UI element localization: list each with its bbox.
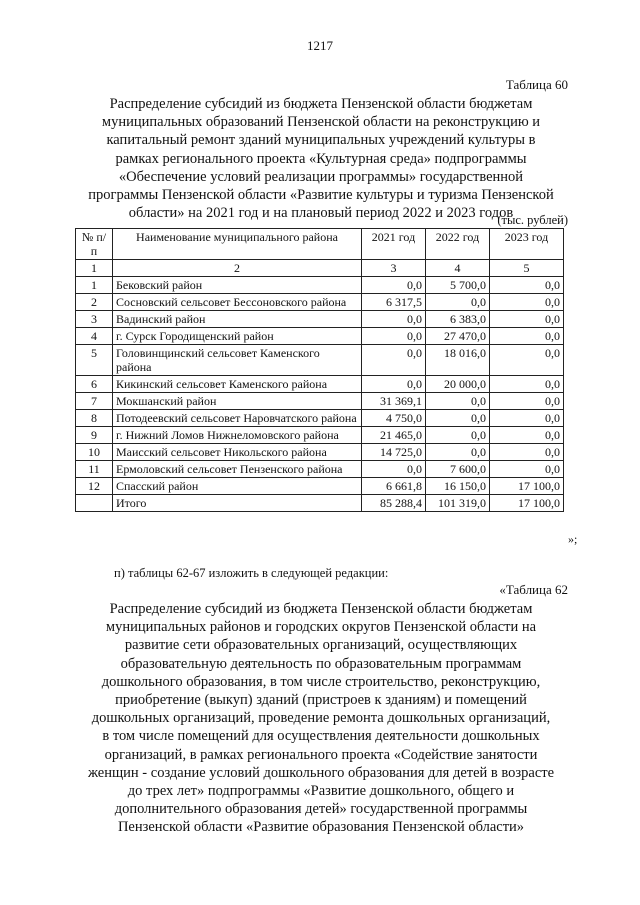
title-line: до трех лет» подпрограммы «Развитие дошкольного, общего и <box>127 783 515 800</box>
district-name-cell: Ермоловский сельсовет Пензенского района <box>113 461 362 478</box>
value-2022-cell: 0,0 <box>426 410 490 427</box>
index-cell: 2 <box>113 260 362 277</box>
title-line: капитальный ремонт зданий муниципальных учреждений культуры в <box>106 132 536 149</box>
value-2021-cell: 0,0 <box>362 328 426 345</box>
row-number-cell: 10 <box>76 444 113 461</box>
header-cell-name: Наименование муниципального района <box>113 229 362 260</box>
value-2023-cell: 17 100,0 <box>490 478 564 495</box>
table-row <box>76 410 564 427</box>
table-row <box>76 345 564 376</box>
value-2022-cell: 16 150,0 <box>426 478 490 495</box>
row-number-cell: 6 <box>76 376 113 393</box>
value-2021-cell: 0,0 <box>362 345 426 376</box>
amendment-note: п) таблицы 62-67 изложить в следующей редакции: <box>114 566 389 580</box>
value-2021-cell: 14 725,0 <box>362 444 426 461</box>
value-2022-cell: 0,0 <box>426 444 490 461</box>
table-row <box>76 328 564 345</box>
value-2021-cell: 0,0 <box>362 311 426 328</box>
row-number-cell: 4 <box>76 328 113 345</box>
value-2023-cell: 0,0 <box>490 410 564 427</box>
title-line: дошкольного образования, в том числе строительство, реконструкцию, <box>101 673 541 690</box>
table-row <box>76 277 564 294</box>
district-name-cell: Итого <box>113 495 362 512</box>
value-2022-cell: 27 470,0 <box>426 328 490 345</box>
index-cell: 3 <box>362 260 426 277</box>
table-row <box>76 311 564 328</box>
value-2022-cell: 0,0 <box>426 294 490 311</box>
row-number-cell: 5 <box>76 345 113 376</box>
district-name-cell: Вадинский район <box>113 311 362 328</box>
table-title <box>78 95 564 222</box>
district-name-cell: г. Сурск Городищенский район <box>113 328 362 345</box>
row-number-cell: 11 <box>76 461 113 478</box>
value-2022-cell: 101 319,0 <box>426 495 490 512</box>
value-2023-cell: 0,0 <box>490 328 564 345</box>
value-2023-cell: 0,0 <box>490 393 564 410</box>
title-line: муниципальных образований Пензенской области на реконструкцию и <box>101 114 541 131</box>
title-line: программы Пензенской области «Развитие культуры и туризма Пензенской <box>88 187 554 204</box>
value-2023-cell: 0,0 <box>490 311 564 328</box>
value-2022-cell: 0,0 <box>426 393 490 410</box>
value-2021-cell: 4 750,0 <box>362 410 426 427</box>
table-index-row <box>76 260 564 277</box>
table-row <box>76 444 564 461</box>
value-2022-cell: 20 000,0 <box>426 376 490 393</box>
value-2021-cell: 0,0 <box>362 277 426 294</box>
table-label: Таблица 60 <box>505 77 568 92</box>
index-cell: 1 <box>76 260 113 277</box>
value-2022-cell: 18 016,0 <box>426 345 490 376</box>
table-row <box>76 376 564 393</box>
title-line: женщин - создание условий дошкольного образования для детей в возрасте <box>87 764 555 781</box>
value-2023-cell: 0,0 <box>490 345 564 376</box>
table-row <box>76 461 564 478</box>
value-2021-cell: 21 465,0 <box>362 427 426 444</box>
row-number-cell: 2 <box>76 294 113 311</box>
value-2023-cell: 0,0 <box>490 444 564 461</box>
row-number-cell: 12 <box>76 478 113 495</box>
title-line: приобретение (выкуп) зданий (пристроев к зданиям) и помещений <box>115 692 527 709</box>
title-line: муниципальных районов и городских округов Пензенской области на <box>105 619 537 636</box>
page-number: 1217 <box>307 38 333 53</box>
table-row <box>76 427 564 444</box>
value-2022-cell: 7 600,0 <box>426 461 490 478</box>
value-2022-cell: 5 700,0 <box>426 277 490 294</box>
district-name-cell: Бековский район <box>113 277 362 294</box>
district-name-cell: г. Нижний Ломов Нижнеломовского района <box>113 427 362 444</box>
value-2023-cell: 0,0 <box>490 376 564 393</box>
index-cell: 4 <box>426 260 490 277</box>
table-total-row <box>76 495 564 512</box>
district-name-cell: Мокшанский район <box>113 393 362 410</box>
table-62-label: «Таблица 62 <box>499 582 568 597</box>
district-name-cell: Маисский сельсовет Никольского района <box>113 444 362 461</box>
row-number-cell: 8 <box>76 410 113 427</box>
value-2021-cell: 0,0 <box>362 376 426 393</box>
value-2021-cell: 85 288,4 <box>362 495 426 512</box>
title-line: рамках регионального проекта «Культурная среда» подпрограммы <box>115 150 527 167</box>
subsidy-table <box>75 228 564 512</box>
title-line: организаций, в рамках регионального проекта «Содействие занятости <box>104 746 538 763</box>
index-cell: 5 <box>490 260 564 277</box>
title-line: дополнительного образования детей» государственной программы <box>114 801 528 818</box>
value-2023-cell: 0,0 <box>490 427 564 444</box>
value-2023-cell: 17 100,0 <box>490 495 564 512</box>
value-2023-cell: 0,0 <box>490 277 564 294</box>
value-2021-cell: 6 661,8 <box>362 478 426 495</box>
value-2021-cell: 6 317,5 <box>362 294 426 311</box>
units-label: (тыс. рублей) <box>497 213 568 227</box>
header-cell-2022: 2022 год <box>426 229 490 260</box>
title-line: Распределение субсидий из бюджета Пензенской области бюджетам <box>109 601 533 617</box>
row-number-cell: 3 <box>76 311 113 328</box>
table-row <box>76 294 564 311</box>
header-cell-2021: 2021 год <box>362 229 426 260</box>
value-2021-cell: 31 369,1 <box>362 393 426 410</box>
table-62-title <box>78 600 564 837</box>
row-number-cell: 1 <box>76 277 113 294</box>
district-name-cell: Спасский район <box>113 478 362 495</box>
value-2021-cell: 0,0 <box>362 461 426 478</box>
district-name-cell: Сосновский сельсовет Бессоновского района <box>113 294 362 311</box>
title-line: развитие сети образовательных организаций, осуществляющих <box>124 637 518 654</box>
header-cell-2023: 2023 год <box>490 229 564 260</box>
title-line: Пензенской области «Развитие образования Пензенской области» <box>117 819 525 836</box>
row-number-cell: 9 <box>76 427 113 444</box>
table-row <box>76 393 564 410</box>
row-number-cell: 7 <box>76 393 113 410</box>
value-2023-cell: 0,0 <box>490 294 564 311</box>
value-2022-cell: 0,0 <box>426 427 490 444</box>
district-name-cell: Головинщинский сельсовет Каменского района <box>113 345 362 376</box>
district-name-cell: Потодеевский сельсовет Наровчатского района <box>113 410 362 427</box>
table-header-row <box>76 229 564 260</box>
header-cell-number: № п/п <box>76 229 113 260</box>
value-2023-cell: 0,0 <box>490 461 564 478</box>
district-name-cell: Кикинский сельсовет Каменского района <box>113 376 362 393</box>
table-row <box>76 478 564 495</box>
closing-quote-mark: »; <box>568 532 578 546</box>
title-line: области» на 2021 год и на плановый период 2022 и 2023 годов <box>128 205 514 222</box>
title-line: образовательную деятельность по образовательным программам <box>120 655 522 672</box>
value-2022-cell: 6 383,0 <box>426 311 490 328</box>
title-line: «Обеспечение условий реализации программы» государственной <box>118 168 524 185</box>
title-line: Распределение субсидий из бюджета Пензенской области бюджетам <box>109 96 533 112</box>
title-line: в том числе помещений для осуществления деятельности дошкольных <box>102 728 540 745</box>
row-number-cell <box>76 495 113 512</box>
title-line: дошкольных организаций, проведение ремонта дошкольных организаций, <box>91 710 551 727</box>
